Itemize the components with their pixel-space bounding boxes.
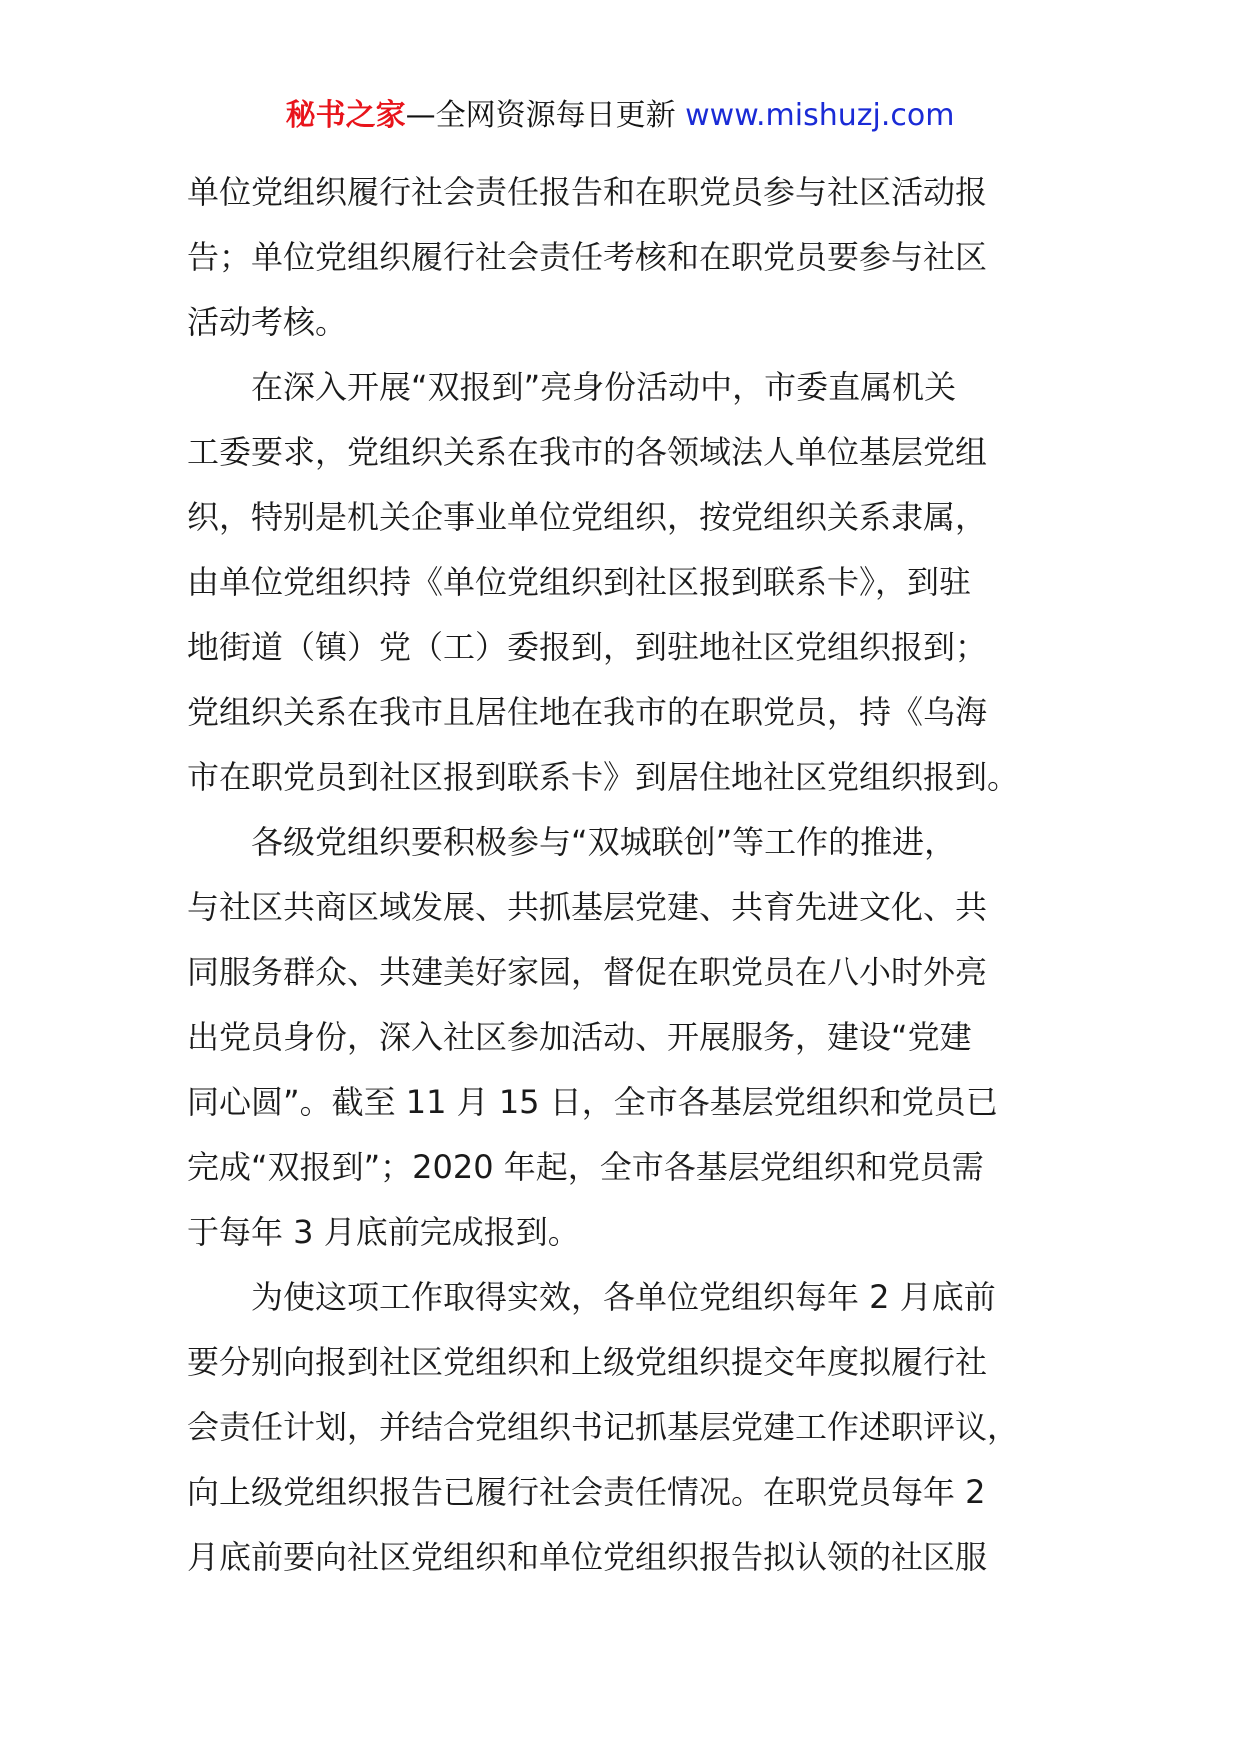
text-line: 同服务群众、共建美好家园，督促在职党员在八小时外亮: [187, 953, 988, 991]
text-line: 于每年 3 月底前完成报到。: [187, 1213, 580, 1251]
text-line: 完成“双报到”；2020 年起，全市各基层党组织和党员需: [187, 1148, 984, 1186]
brand-name: 秘书之家: [285, 98, 406, 133]
text-line: 市在职党员到社区报到联系卡》到居住地社区党组织报到。: [187, 758, 1020, 796]
header-tagline: —全网资源每日更新: [405, 98, 686, 133]
text-line: 月底前要向社区党组织和单位党组织报告拟认领的社区服: [187, 1538, 988, 1576]
text-line: 工委要求，党组织关系在我市的各领域法人单位基层党组: [187, 433, 988, 471]
text-line: 活动考核。: [187, 303, 348, 341]
text-line: 出党员身份，深入社区参加活动、开展服务，建设“党建: [187, 1018, 972, 1056]
text-line: 告；单位党组织履行社会责任考核和在职党员要参与社区: [187, 238, 988, 276]
text-line: 会责任计划，并结合党组织书记抓基层党建工作述职评议，: [187, 1408, 1020, 1446]
text-line: 向上级党组织报告已履行社会责任情况。在职党员每年 2: [187, 1473, 986, 1511]
text-line: 与社区共商区域发展、共抓基层党建、共育先进文化、共: [187, 888, 988, 926]
document-body: [187, 160, 1055, 1590]
text-line: 织，特别是机关企事业单位党组织，按党组织关系隶属，: [187, 498, 988, 536]
text-line: 要分别向报到社区党组织和上级党组织提交年度拟履行社: [187, 1343, 988, 1381]
text-line: 由单位党组织持《单位党组织到社区报到联系卡》，到驻: [187, 563, 972, 601]
header-url-link[interactable]: www.mishuzj.com: [685, 98, 955, 133]
page-header: [0, 96, 1240, 136]
text-line: 在深入开展“双报到”亮身份活动中，市委直属机关: [187, 368, 957, 406]
text-line: 地街道（镇）党（工）委报到，到驻地社区党组织报到；: [187, 628, 988, 666]
text-line: 各级党组织要积极参与“双城联创”等工作的推进，: [187, 823, 957, 861]
text-line: 为使这项工作取得实效，各单位党组织每年 2 月底前: [187, 1278, 996, 1316]
text-line: 党组织关系在我市且居住地在我市的在职党员，持《乌海: [187, 693, 988, 731]
text-line: 同心圆”。截至 11 月 15 日，全市各基层党组织和党员已: [187, 1083, 998, 1121]
text-line: 单位党组织履行社会责任报告和在职党员参与社区活动报: [187, 173, 988, 211]
